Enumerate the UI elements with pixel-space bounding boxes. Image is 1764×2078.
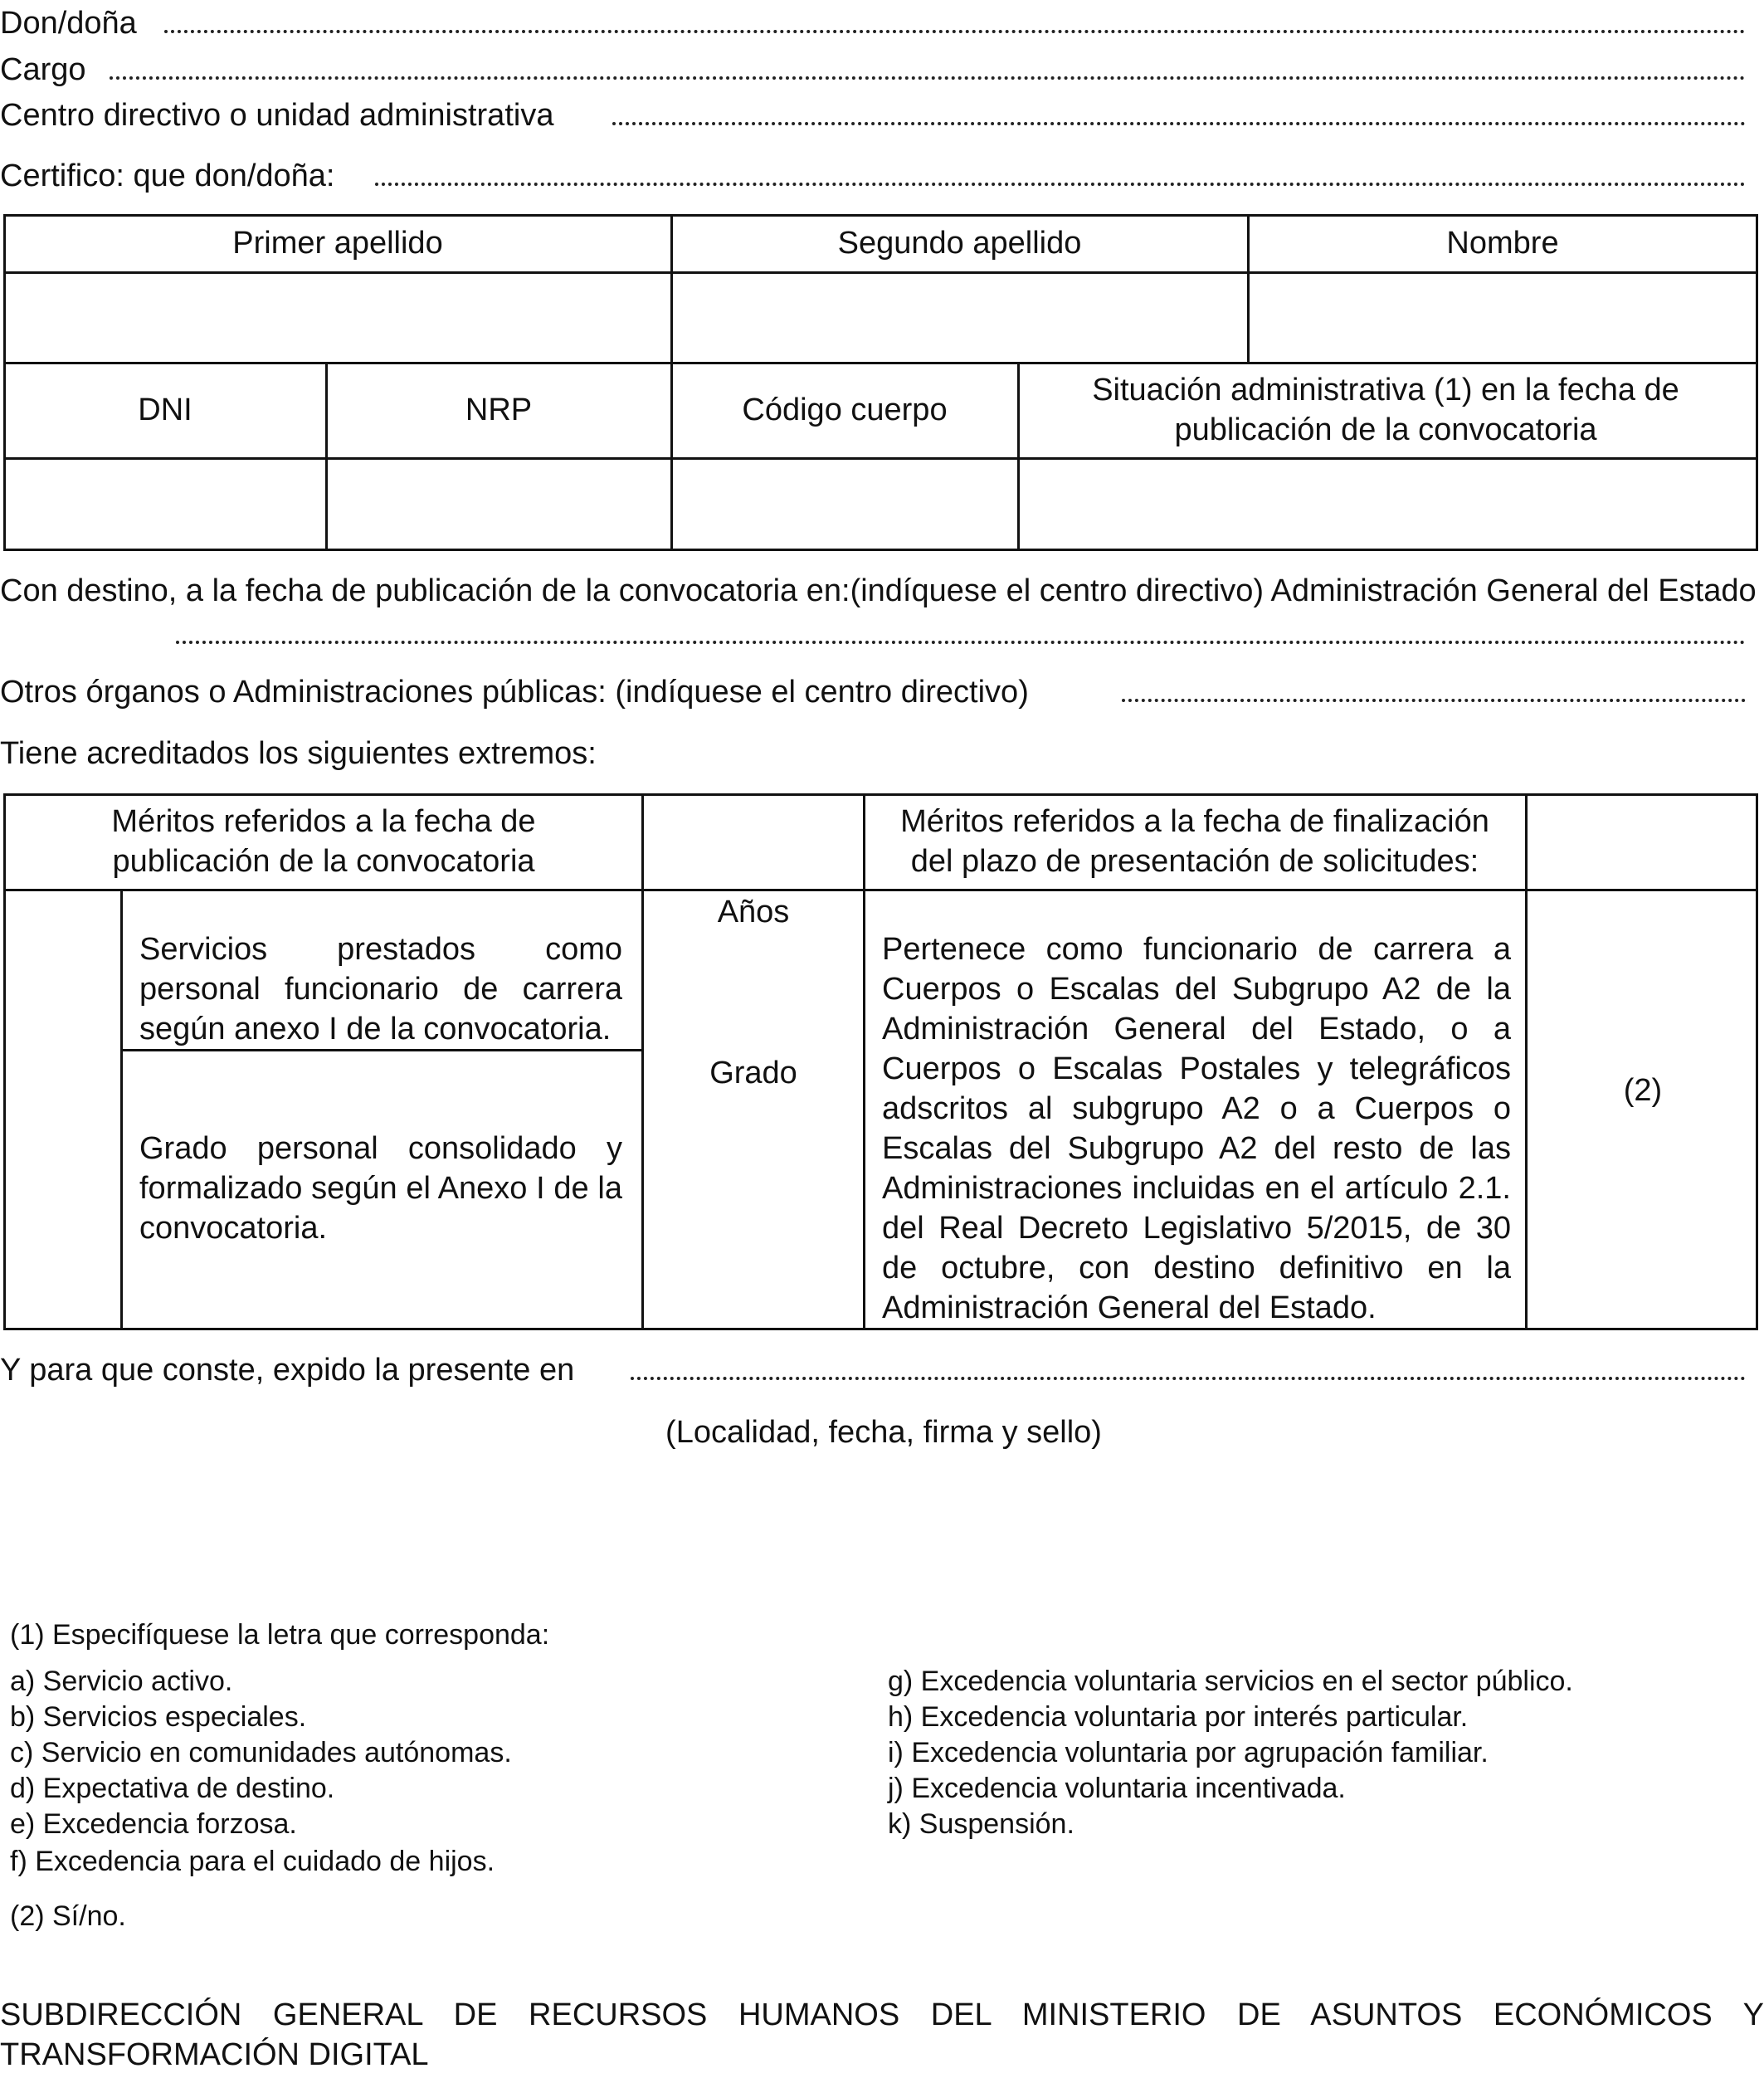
primer-apellido-field[interactable] — [3, 274, 670, 362]
note-item-j: j) Excedencia voluntaria incentivada. — [888, 1773, 1346, 1804]
don-label: Don/doña — [0, 6, 137, 41]
otros-organos-field[interactable] — [1122, 699, 1746, 702]
header-meritos-publicacion: Méritos referidos a la fecha de publicación de la convocatoria — [111, 804, 536, 879]
cargo-label: Cargo — [0, 52, 86, 87]
note-item-e: e) Excedencia forzosa. — [10, 1808, 297, 1840]
localidad-caption: (Localidad, fecha, firma y sello) — [665, 1415, 1102, 1450]
note-item-f: f) Excedencia para el cuidado de hijos. — [10, 1846, 495, 1877]
anos-label: Años — [717, 895, 790, 929]
pertenece-text: Pertenece como funcionario de carrera a Cuerpos o Escalas del Subgrupo A2 de la Administración General del Estado, o a Cuerpos o Escalas Postales y telegráficos adscritos al subgrupo A2 o a Cuerpos o Escalas del Subgrupo A2 del resto de las Administraciones incluidas en el artículo 2.1. del Real Decreto Legislativo 5/2015, de 30 de octubre, con destino definitivo en la Administración General del Estado. — [882, 932, 1511, 1325]
header-meritos-finalizacion: Méritos referidos a la fecha de finalización del plazo de presentación de solicitudes: — [900, 804, 1489, 879]
grado-label: Grado — [709, 1056, 797, 1090]
si-no-mark: (2) — [1623, 1073, 1663, 1108]
segundo-apellido-field[interactable] — [673, 274, 1247, 362]
otros-organos-label: Otros órganos o Administraciones públicas: (indíquese el centro directivo) — [0, 675, 1029, 710]
certifico-field[interactable] — [375, 183, 1746, 186]
note-item-i: i) Excedencia voluntaria por agrupación familiar. — [888, 1737, 1489, 1768]
note-item-g: g) Excedencia voluntaria servicios en el sector público. — [888, 1666, 1573, 1697]
dni-field[interactable] — [6, 460, 325, 549]
cargo-field[interactable] — [110, 76, 1746, 80]
grado-personal-text: Grado personal consolidado y formalizado según el Anexo I de la convocatoria. — [139, 1131, 622, 1246]
destino-text: Con destino, a la fecha de publicación de la convocatoria en:(indíquese el centro directivo) Administración General del Estado — [0, 573, 1757, 608]
header-codigo-cuerpo: Código cuerpo — [742, 393, 948, 427]
header-dni: DNI — [138, 393, 192, 427]
tiene-acreditados-label: Tiene acreditados los siguientes extremos: — [0, 736, 597, 771]
note-item-a: a) Servicio activo. — [10, 1666, 233, 1697]
nombre-field[interactable] — [1250, 274, 1758, 362]
destino-field[interactable] — [176, 641, 1746, 644]
header-primer-apellido: Primer apellido — [232, 226, 443, 261]
note-item-h: h) Excedencia voluntaria por interés particular. — [888, 1701, 1469, 1733]
header-situacion-administrativa: Situación administrativa (1) en la fecha de publicación de la convocatoria — [1092, 373, 1679, 447]
expido-label: Y para que conste, expido la presente en — [0, 1353, 575, 1388]
note-item-k: k) Suspensión. — [888, 1808, 1074, 1840]
header-nrp: NRP — [465, 393, 533, 427]
header-nombre: Nombre — [1446, 226, 1559, 261]
don-field[interactable] — [164, 30, 1746, 33]
note-item-d: d) Expectativa de destino. — [10, 1773, 335, 1804]
note-item-b: b) Servicios especiales. — [10, 1701, 307, 1733]
centro-field[interactable] — [612, 122, 1746, 125]
centro-label: Centro directivo o unidad administrativa — [0, 98, 554, 133]
header-segundo-apellido: Segundo apellido — [837, 226, 1082, 261]
nrp-field[interactable] — [328, 460, 670, 549]
note-item-c: c) Servicio en comunidades autónomas. — [10, 1737, 512, 1768]
issuing-organization: SUBDIRECCIÓN GENERAL DE RECURSOS HUMANOS DEL MINISTERIO DE ASUNTOS ECONÓMICOS Y TRANSFORMACIÓN DIGITAL — [0, 1998, 1764, 2072]
servicios-prestados-text: Servicios prestados como personal funcionario de carrera según anexo I de la convocatoria. — [139, 932, 622, 1046]
expido-field[interactable] — [631, 1377, 1746, 1380]
note-2: (2) Sí/no. — [10, 1900, 126, 1932]
situacion-administrativa-field[interactable] — [1020, 460, 1758, 549]
servicios-check-field[interactable] — [7, 891, 120, 1049]
certifico-label: Certifico: que don/doña: — [0, 159, 335, 193]
note-1-header: (1) Especifíquese la letra que corresponda: — [10, 1619, 550, 1651]
grado-check-field[interactable] — [7, 1051, 120, 1328]
codigo-cuerpo-field[interactable] — [673, 460, 1017, 549]
